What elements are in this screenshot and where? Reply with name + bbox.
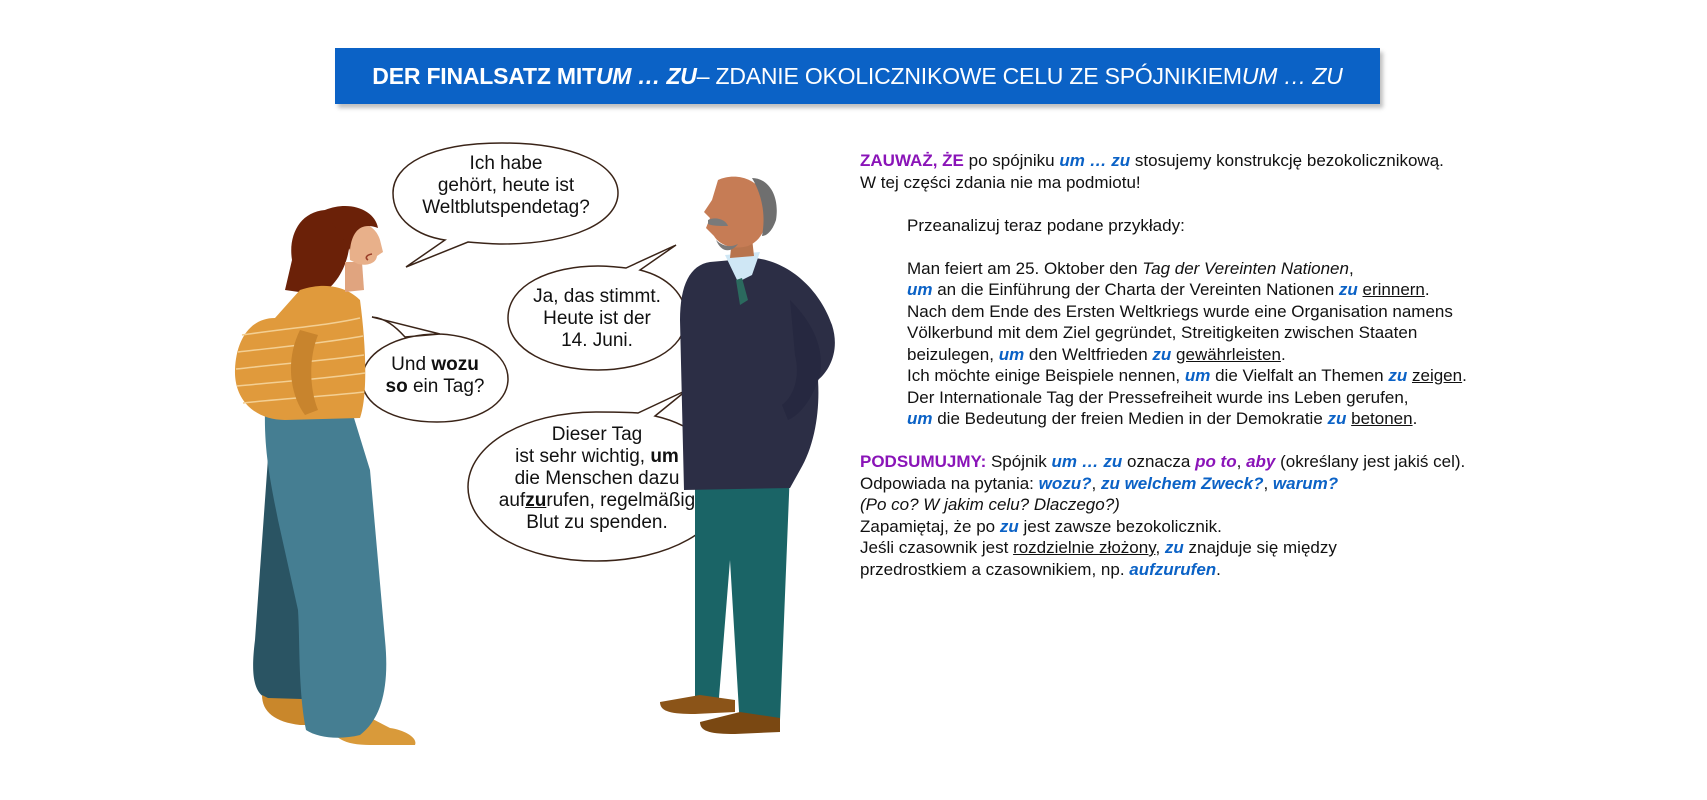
summary-line-1: PODSUMUJMY: Spójnik um … zu oznacza po to, aby (określany jest jakiś cel). xyxy=(860,452,1466,471)
summary-line-3: (Po co? W jakim celu? Dlaczego?) xyxy=(860,495,1120,514)
example-line-5: beizulegen, um den Weltfrieden zu gewährleisten. xyxy=(907,344,1286,364)
note-line-2: W tej części zdania nie ma podmiotu! xyxy=(860,172,1141,192)
bubble-1-text: Ich habe gehört, heute ist Weltblutspendetag? xyxy=(422,153,590,218)
woman-figure xyxy=(235,206,415,745)
example-line-7: Der Internationale Tag der Pressefreiheit wurde ins Leben gerufen, xyxy=(907,387,1409,407)
title-part-1: DER FINALSATZ MIT xyxy=(372,62,596,89)
title-part-3: – ZDANIE OKOLICZNIKOWE CELU ZE SPÓJNIKIEM xyxy=(696,62,1242,89)
note-line-1: ZAUWAŻ, ŻE po spójniku um … zu stosujemy konstrukcję bezokolicznikową. xyxy=(860,151,1444,170)
example-line-8: um die Bedeutung der freien Medien in der Demokratie zu betonen. xyxy=(907,409,1418,428)
example-line-2: um an die Einführung der Charta der Vereinten Nationen zu erinnern. xyxy=(907,280,1430,299)
title-part-2: UM … ZU xyxy=(595,62,697,89)
example-line-1: Man feiert am 25. Oktober den Tag der Vereinten Nationen, xyxy=(907,258,1354,278)
summary-line-2: Odpowiada na pytania: wozu?, zu welchem Zweck?, warum? xyxy=(860,473,1339,493)
bubble-3-text: Und wozu so ein Tag? xyxy=(385,354,485,397)
summary-line-5: Jeśli czasownik jest rozdzielnie złożony, zu znajduje się między xyxy=(860,538,1337,557)
title-part-4: UM … ZU xyxy=(1241,62,1343,89)
example-line-4: Völkerbund mit dem Ziel gegründet, Streitigkeiten zwischen Staaten xyxy=(907,323,1418,342)
bubble-4-text: Dieser Tag ist sehr wichtig, um die Menschen dazu aufzurufen, regelmäßig Blut zu spenden. xyxy=(498,424,696,533)
summary-line-4: Zapamiętaj, że po zu jest zawsze bezokolicznik. xyxy=(860,516,1222,536)
bubble-2-text: Ja, das stimmt. Heute ist der 14. Juni. xyxy=(533,286,661,351)
examples-intro: Przeanalizuj teraz podane przykłady: xyxy=(907,215,1185,235)
explanation-panel xyxy=(860,150,1680,580)
example-line-6: Ich möchte einige Beispiele nennen, um die Vielfalt an Themen zu zeigen. xyxy=(907,366,1467,385)
summary-line-6: przedrostkiem a czasownikiem, np. aufzurufen. xyxy=(860,559,1221,579)
example-line-3: Nach dem Ende des Ersten Weltkriegs wurde eine Organisation namens xyxy=(907,301,1453,321)
